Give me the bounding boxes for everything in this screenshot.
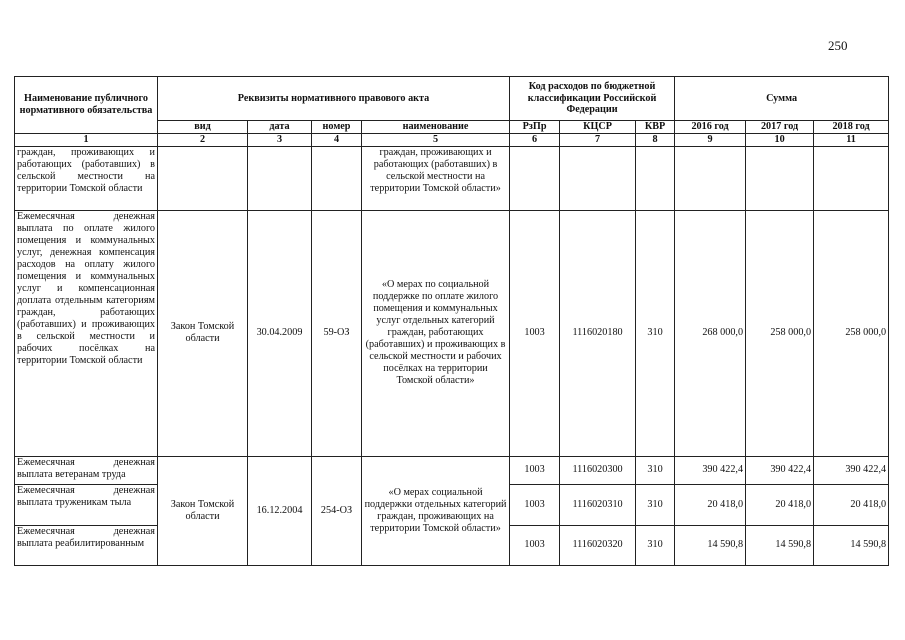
col-number: 5 bbox=[362, 133, 510, 146]
obligation-cell: Ежемесячная денежная выплата по оплате жилого помещения и коммунальных услуг, денежная компенсация расходов на оплату жилого помещения и коммунальных услуг и компенсационная доплата отдельным категориям граждан, работающих (работавших) и проживающих в сельской местности и рабочих посёлках на территории Томской области bbox=[15, 210, 158, 456]
sum-2016-cell: 268 000,0 bbox=[675, 210, 746, 456]
obligation-cell: Ежемесячная денежная выплата реабилитированным bbox=[15, 525, 158, 565]
act-type-cell: Закон Томской области bbox=[158, 210, 248, 456]
kvr-cell: 310 bbox=[636, 484, 675, 525]
header-2016: 2016 год bbox=[675, 121, 746, 134]
sum-2016-cell: 390 422,4 bbox=[675, 456, 746, 484]
sum-2016-cell: 14 590,8 bbox=[675, 525, 746, 565]
act-date-cell: 30.04.2009 bbox=[248, 210, 312, 456]
header-obligation: Наименование публичного нормативного обязательства bbox=[15, 77, 158, 134]
rzpr-cell: 1003 bbox=[510, 210, 560, 456]
sum-2018-cell: 390 422,4 bbox=[814, 456, 889, 484]
rzpr-cell: 1003 bbox=[510, 456, 560, 484]
page-number: 250 bbox=[828, 38, 848, 53]
kvr-cell: 310 bbox=[636, 525, 675, 565]
header-date: дата bbox=[248, 121, 312, 134]
header-name: наименование bbox=[362, 121, 510, 134]
sum-2017-cell: 14 590,8 bbox=[746, 525, 814, 565]
header-kcsr: КЦСР bbox=[560, 121, 636, 134]
act-date-cell: 16.12.2004 bbox=[248, 456, 312, 565]
header-sum: Сумма bbox=[675, 77, 889, 121]
rzpr-cell: 1003 bbox=[510, 484, 560, 525]
col-number: 3 bbox=[248, 133, 312, 146]
sum-2018-cell: 258 000,0 bbox=[814, 210, 889, 456]
sum-2018-cell: 20 418,0 bbox=[814, 484, 889, 525]
header-budget-code: Код расходов по бюджетной классификации Российской Федерации bbox=[510, 77, 675, 121]
kcsr-cell: 1116020180 bbox=[560, 210, 636, 456]
act-number-cell: 254-ОЗ bbox=[312, 456, 362, 565]
act-number-cell: 59-ОЗ bbox=[312, 210, 362, 456]
header-act-requisites: Реквизиты нормативного правового акта bbox=[158, 77, 510, 121]
header-number: номер bbox=[312, 121, 362, 134]
obligation-cell: Ежемесячная денежная выплата ветеранам труда bbox=[15, 456, 158, 484]
sum-2017-cell: 390 422,4 bbox=[746, 456, 814, 484]
kcsr-cell: 1116020310 bbox=[560, 484, 636, 525]
sum-2017-cell: 258 000,0 bbox=[746, 210, 814, 456]
obligation-cell: граждан, проживающих и работающих (работавших) в сельской местности на территории Томской области bbox=[15, 146, 158, 210]
header-2018: 2018 год bbox=[814, 121, 889, 134]
col-number: 6 bbox=[510, 133, 560, 146]
header-kvr: КВР bbox=[636, 121, 675, 134]
act-name-cell: «О мерах социальной поддержки отдельных категорий граждан, проживающих на территории Томской области» bbox=[362, 456, 510, 565]
act-name-cell: граждан, проживающих и работающих (работавших) в сельской местности на территории Томской области» bbox=[362, 146, 510, 210]
kcsr-cell: 1116020300 bbox=[560, 456, 636, 484]
kvr-cell: 310 bbox=[636, 210, 675, 456]
kvr-cell: 310 bbox=[636, 456, 675, 484]
sum-2018-cell: 14 590,8 bbox=[814, 525, 889, 565]
col-number: 8 bbox=[636, 133, 675, 146]
obligations-table bbox=[14, 76, 889, 566]
col-number: 4 bbox=[312, 133, 362, 146]
col-number: 1 bbox=[15, 133, 158, 146]
header-2017: 2017 год bbox=[746, 121, 814, 134]
obligation-cell: Ежемесячная денежная выплата труженикам тыла bbox=[15, 484, 158, 525]
sum-2016-cell: 20 418,0 bbox=[675, 484, 746, 525]
rzpr-cell: 1003 bbox=[510, 525, 560, 565]
col-number: 2 bbox=[158, 133, 248, 146]
col-number: 10 bbox=[746, 133, 814, 146]
col-number: 7 bbox=[560, 133, 636, 146]
act-name-cell: «О мерах по социальной поддержке по оплате жилого помещения и коммунальных услуг отдельных категорий граждан, работающих (работавших) и проживающих в сельской местности и рабочих посёлках на территории Томской области» bbox=[362, 210, 510, 456]
header-rzpr: РзПр bbox=[510, 121, 560, 134]
col-number: 11 bbox=[814, 133, 889, 146]
sum-2017-cell: 20 418,0 bbox=[746, 484, 814, 525]
act-type-cell: Закон Томской области bbox=[158, 456, 248, 565]
kcsr-cell: 1116020320 bbox=[560, 525, 636, 565]
header-vid: вид bbox=[158, 121, 248, 134]
col-number: 9 bbox=[675, 133, 746, 146]
